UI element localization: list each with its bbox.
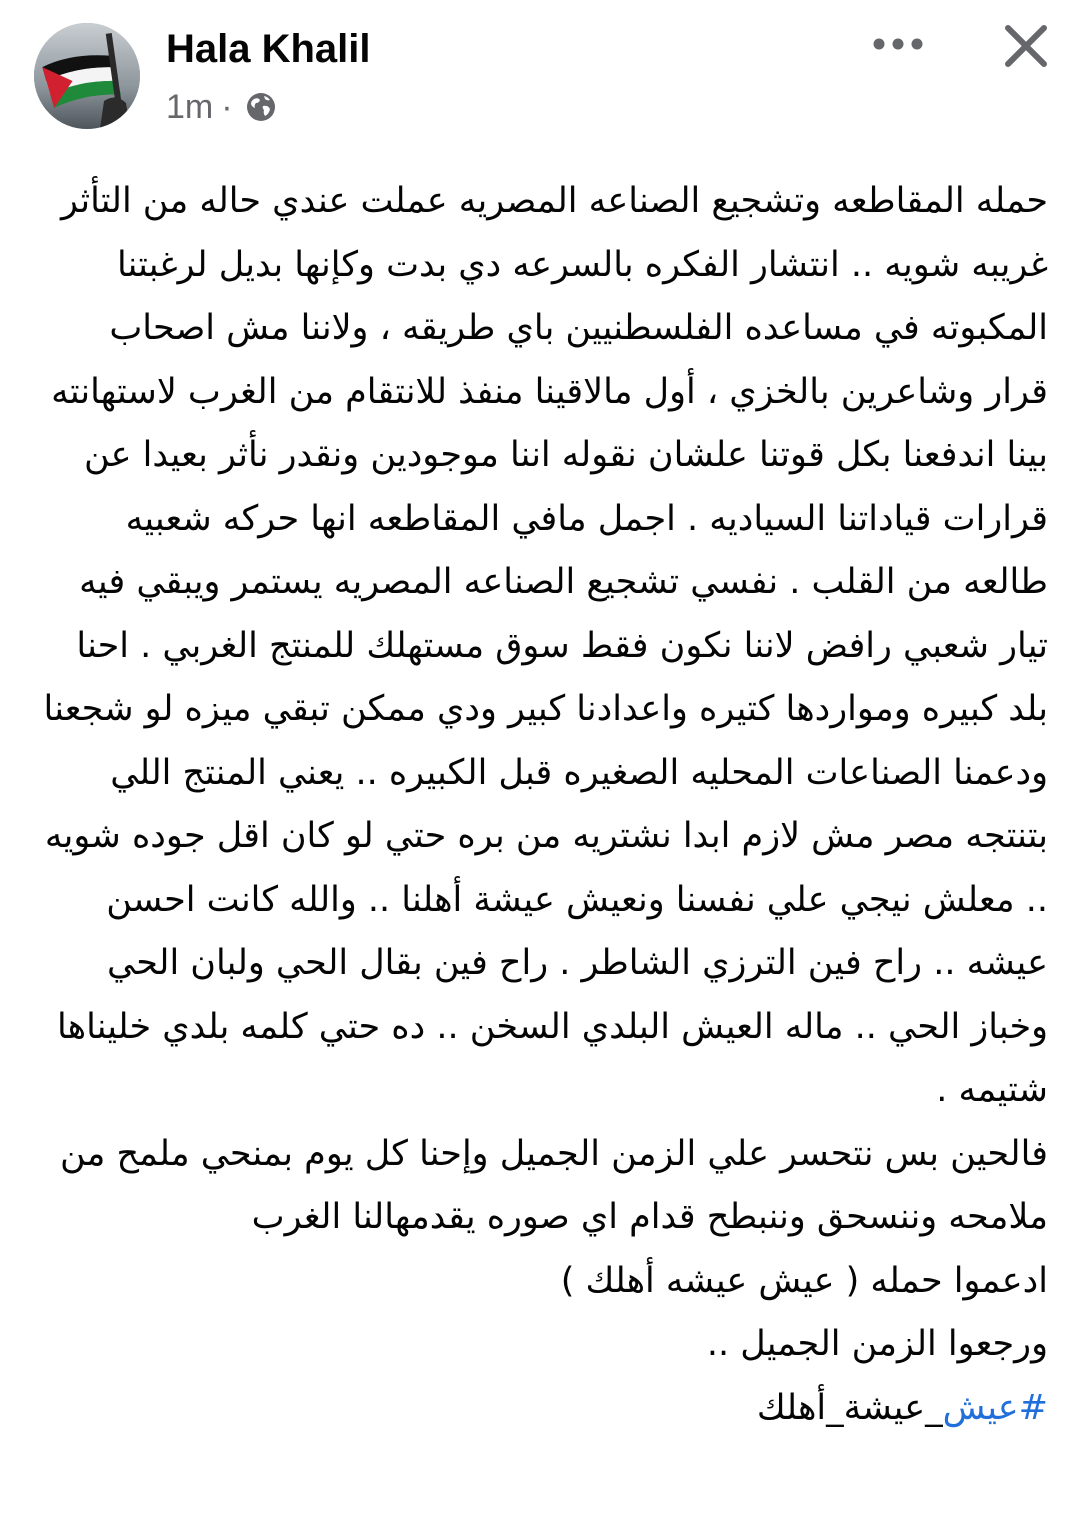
author-name[interactable]: Hala Khalil (166, 27, 371, 71)
post-paragraph-1: حمله المقاطعه وتشجيع الصناعه المصريه عملت عندي حاله من التأثر غريبه شويه .. انتشار الفكره بالسرعه دي بدت وكإنها بديل لرغبتنا المكبوته في مساعده الفلسطنيين باي طريقه ، ولاننا مش اصحاب قرار وشاعرين بالخزي ، أول مالاقينا منفذ للانتقام من الغرب لاستهانته بينا اندفعنا بكل قوتنا علشان نقوله اننا موجودين ونقدر نأثر بعيدا عن قرارات قياداتنا السياديه . اجمل مافي المقاطعه انها حركه شعبيه طالعه من القلب . نفسي تشجيع الصناعه المصريه يستمر ويبقي فيه تيار شعبي رافض لاننا نكون فقط سوق مستهلك للمنتج الغربي . احنا بلد كبيره ومواردها كتيره واعدادنا كبير ودي ممكن تبقي ميزه لو شجعنا ودعمنا الصناعات المحليه الصغيره قبل الكبيره .. يعني المنتج اللي بتنتجه مصر مش لازم ابدا نشتريه من بره حتي لو كان اقل جوده شويه .. معلش نيجي علي نفسنا ونعيش عيشة أهلنا .. والله كانت احسن عيشه .. راح فين الترزي الشاطر . راح فين بقال الحي ولبان الحي وخباز الحي .. ماله العيش البلدي السخن .. ده حتي كلمه بلدي خليناها شتيمه . (43, 181, 1048, 1110)
globe-icon (245, 91, 277, 123)
hashtag-line (36, 1377, 1048, 1441)
author-avatar[interactable] (34, 23, 140, 129)
meta-separator: · (221, 87, 233, 126)
palestine-flag-avatar-icon (34, 23, 140, 129)
post-time[interactable]: 1m (166, 87, 214, 126)
close-icon (1004, 24, 1048, 68)
post-text (36, 170, 1048, 1440)
post-paragraph-2: فالحين بس نتحسر علي الزمن الجميل وإحنا كل يوم بمنحي ملمح من ملامحه وننسحق وننبطح قدام اي صوره يقدمهالنا الغرب (59, 1133, 1048, 1237)
more-horizontal-icon (872, 37, 924, 51)
post-paragraph-4: ورجعوا الزمن الجميل .. (706, 1324, 1048, 1364)
hashtag-link[interactable]: #عيش (942, 1387, 1048, 1428)
hashtag-rest: _عيشة_أهلك (756, 1387, 943, 1428)
post-meta (166, 84, 277, 130)
post-paragraph-3: ادعموا حمله ( عيش عيشه أهلك ) (560, 1260, 1048, 1301)
post-header (0, 0, 1080, 150)
more-options-button[interactable] (866, 20, 930, 68)
close-button[interactable] (996, 16, 1056, 76)
